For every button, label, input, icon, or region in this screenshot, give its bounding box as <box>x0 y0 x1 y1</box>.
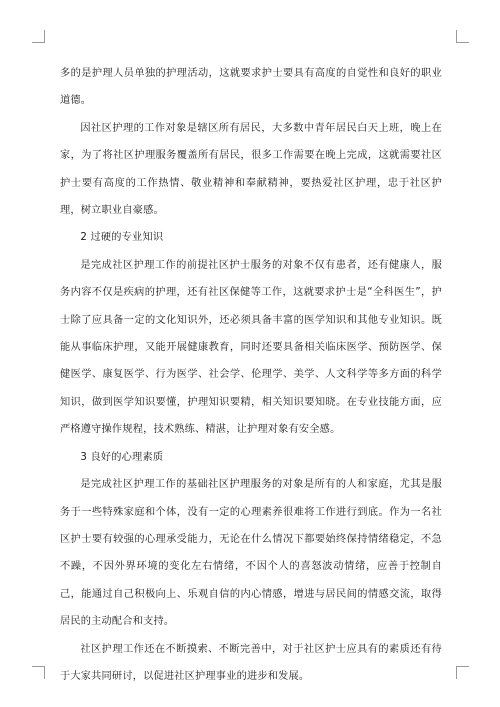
paragraph-work-object: 因社区护理的工作对象是辖区所有居民，大多数中青年居民白天上班，晚上在家，为了将社区护理服务覆盖所有居民，很多工作需要在晚上完成，这就需要社区护士要有高度的工作热情、敬业精神和奉献精神，要热爱社区护理，忠于社区护理，树立职业自豪感。 <box>60 122 442 217</box>
crop-mark-bottom-right <box>456 666 469 679</box>
crop-mark-top-left <box>32 30 45 43</box>
section-heading-professional-knowledge: 2 过硬的专业知识 <box>80 232 164 244</box>
document-body <box>60 60 442 690</box>
section-heading-psychological-quality: 3 良好的心理素质 <box>80 451 164 463</box>
paragraph-psychological-quality: 是完成社区护理工作的基础社区护理服务的对象是所有的人和家庭，尤其是服务于一些特殊家庭和个体，没有一定的心理素养很难将工作进行到底。作为一名社区护士要有较强的心理承受能力，无论在什么情况下都要始终保持情绪稳定，不急不躁，不因外界环境的变化左右情绪，不因个人的喜怒波动情绪，应善于控制自己，能通过自己积极向上、乐观自信的内心情感，增进与居民间的情感交流，取得居民的主动配合和支持。 <box>60 479 442 628</box>
paragraph-continuation: 多的是护理人员单独的护理活动，这就要求护士要具有高度的自觉性和良好的职业道德。 <box>60 68 442 107</box>
paragraph-professional-knowledge: 是完成社区护理工作的前提社区护士服务的对象不仅有患者，还有健康人，服务内容不仅是疾病的护理，还有社区保健等工作，这就要求护士是“全科医生”，护士除了应具备一定的文化知识外，还必须具备丰富的医学知识和其他专业知识。既能从事临床护理，又能开展健康教育，同时还要具备相关临床医学、预防医学、保健医学、康复医学、行为医学、社会学、伦理学、美学、人文科学等多方面的科学知识，做到医学知识要懂，护理知识要精，相关知识要知晓。在专业技能方面，应严格遵守操作规程，技术熟练、精湛，让护理对象有安全感。 <box>60 259 442 436</box>
crop-mark-top-right <box>456 30 469 43</box>
crop-mark-bottom-left <box>32 666 45 679</box>
paragraph-conclusion: 社区护理工作还在不断摸索、不断完善中，对于社区护士应具有的素质还有待于大家共同研讨，以促进社区护理事业的进步和发展。 <box>60 643 442 682</box>
